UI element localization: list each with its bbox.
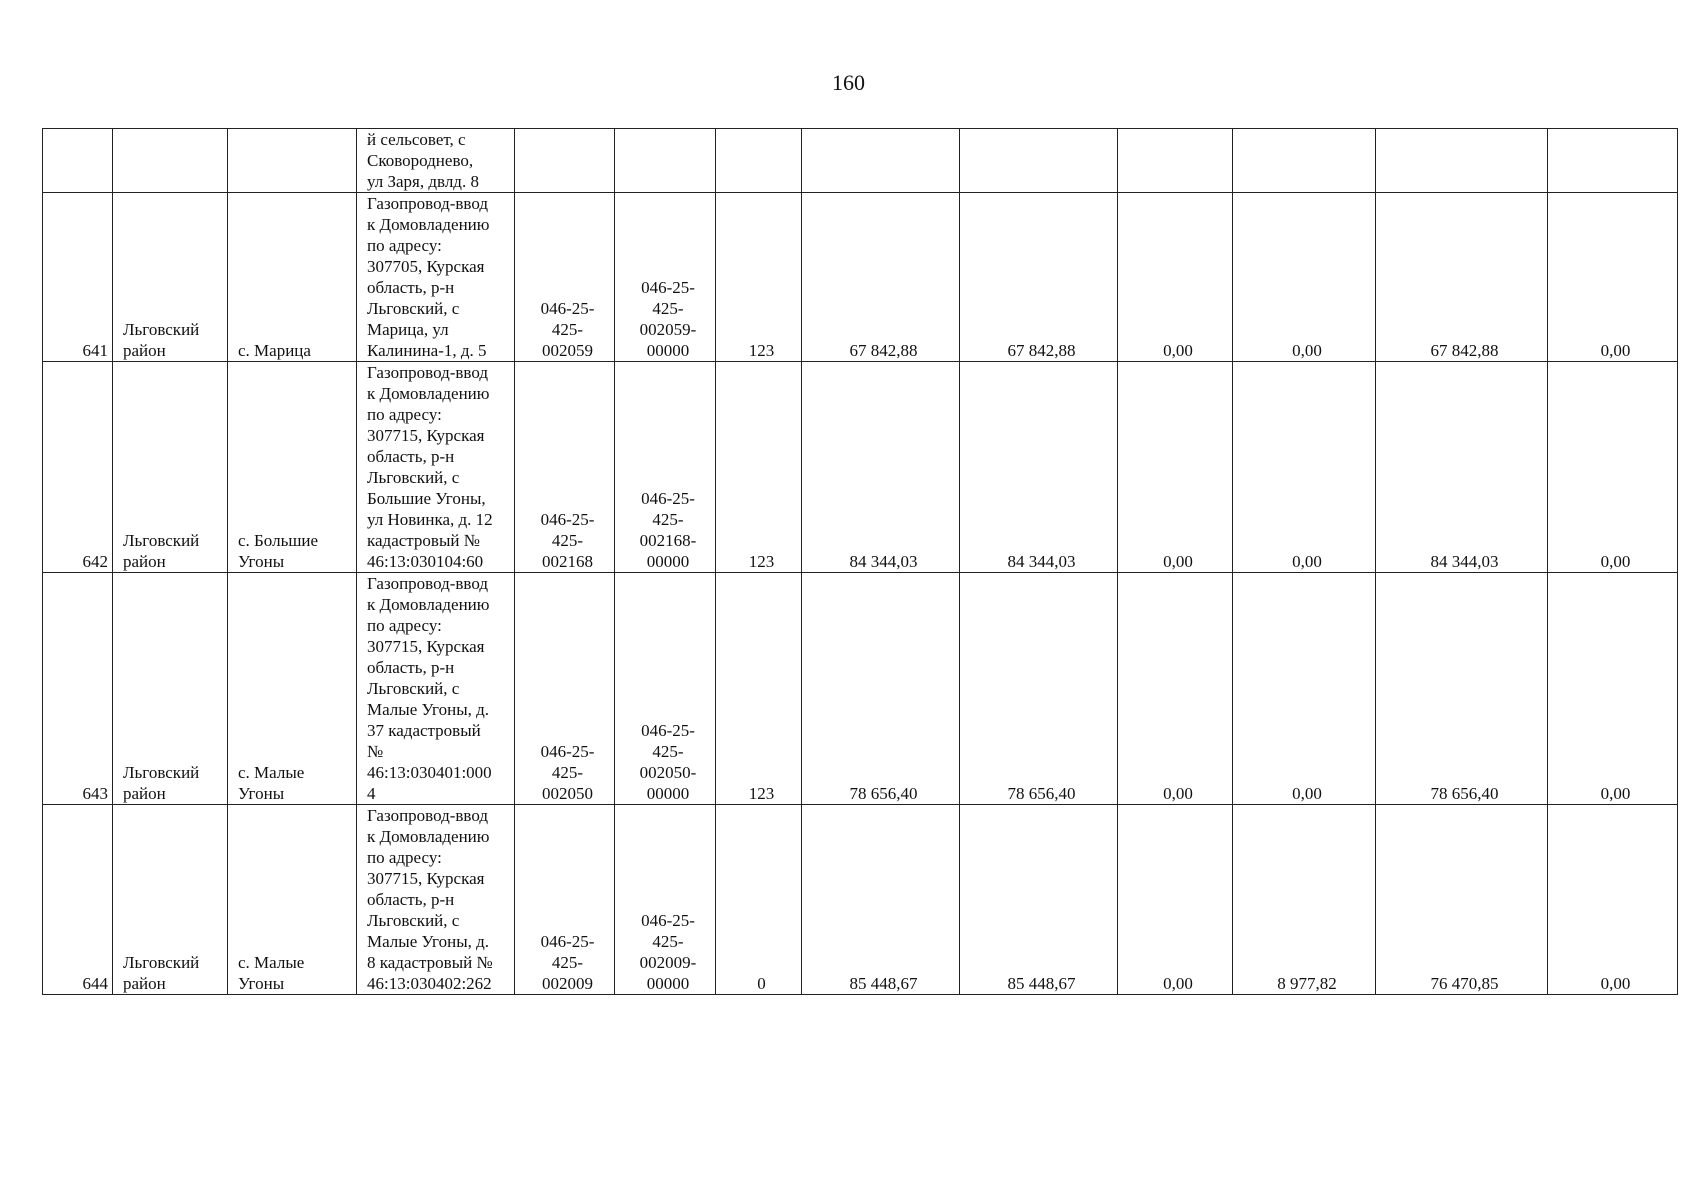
value-cell-2 [960,129,1118,193]
value-cell-1 [802,129,960,193]
registry-number-cell: 046-25- 425- 002050- 00000 [615,573,716,805]
district-cell: Льговский район [113,362,228,573]
registry-number-cell: 046-25- 425- 002009- 00000 [615,805,716,995]
table-row [43,129,1678,193]
inventory-number-cell [515,129,615,193]
object-name-cell: Газопровод-ввод к Домовладению по адресу: 307715, Курская область, р-н Льговский, с Малые Угоны, д. 8 кадастровый № 46:13:030402:262 [357,805,515,995]
row-number-cell: 643 [43,573,113,805]
value-cell-3: 0,00 [1118,805,1233,995]
inventory-number-cell: 046-25- 425- 002059 [515,193,615,362]
code-cell [716,129,802,193]
settlement-cell: с. Малые Угоны [228,805,357,995]
object-name-cell: Газопровод-ввод к Домовладению по адресу: 307705, Курская область, р-н Льговский, с Марица, ул Калинина-1, д. 5 [357,193,515,362]
code-cell: 123 [716,573,802,805]
table-row [43,805,1678,995]
row-number-cell: 642 [43,362,113,573]
inventory-number-cell: 046-25- 425- 002050 [515,573,615,805]
row-number-cell: 644 [43,805,113,995]
row-number-cell [43,129,113,193]
value-cell-4: 8 977,82 [1233,805,1376,995]
settlement-cell: с. Большие Угоны [228,362,357,573]
value-cell-1: 67 842,88 [802,193,960,362]
district-cell: Льговский район [113,193,228,362]
inventory-number-cell: 046-25- 425- 002168 [515,362,615,573]
value-cell-6 [1548,129,1678,193]
object-name-cell: Газопровод-ввод к Домовладению по адресу: 307715, Курская область, р-н Льговский, с Малые Угоны, д. 37 кадастровый № 46:13:030401:000 4 [357,573,515,805]
settlement-cell [228,129,357,193]
value-cell-6: 0,00 [1548,362,1678,573]
table-row [43,193,1678,362]
code-cell: 0 [716,805,802,995]
table-row [43,362,1678,573]
settlement-cell: с. Малые Угоны [228,573,357,805]
value-cell-1: 85 448,67 [802,805,960,995]
value-cell-5: 84 344,03 [1376,362,1548,573]
row-number-cell: 641 [43,193,113,362]
value-cell-2: 84 344,03 [960,362,1118,573]
settlement-cell: с. Марица [228,193,357,362]
value-cell-6: 0,00 [1548,193,1678,362]
object-name-cell: й сельсовет, с Сковороднево, ул Заря, двлд. 8 [357,129,515,193]
code-cell: 123 [716,193,802,362]
district-cell: Льговский район [113,573,228,805]
value-cell-5: 78 656,40 [1376,573,1548,805]
object-name-cell: Газопровод-ввод к Домовладению по адресу: 307715, Курская область, р-н Льговский, с Большие Угоны, ул Новинка, д. 12 кадастровый № 46:13:030104:60 [357,362,515,573]
value-cell-5: 76 470,85 [1376,805,1548,995]
registry-number-cell: 046-25- 425- 002059- 00000 [615,193,716,362]
value-cell-4: 0,00 [1233,573,1376,805]
value-cell-4 [1233,129,1376,193]
registry-number-cell: 046-25- 425- 002168- 00000 [615,362,716,573]
inventory-number-cell: 046-25- 425- 002009 [515,805,615,995]
value-cell-6: 0,00 [1548,805,1678,995]
value-cell-3 [1118,129,1233,193]
value-cell-1: 78 656,40 [802,573,960,805]
value-cell-2: 67 842,88 [960,193,1118,362]
value-cell-5 [1376,129,1548,193]
value-cell-4: 0,00 [1233,362,1376,573]
value-cell-1: 84 344,03 [802,362,960,573]
table-row [43,573,1678,805]
value-cell-3: 0,00 [1118,362,1233,573]
value-cell-2: 78 656,40 [960,573,1118,805]
page-number: 160 [832,70,865,95]
code-cell: 123 [716,362,802,573]
district-cell [113,129,228,193]
registry-number-cell [615,129,716,193]
district-cell: Льговский район [113,805,228,995]
value-cell-2: 85 448,67 [960,805,1118,995]
value-cell-3: 0,00 [1118,193,1233,362]
asset-registry-table [42,128,1678,995]
value-cell-3: 0,00 [1118,573,1233,805]
value-cell-4: 0,00 [1233,193,1376,362]
value-cell-6: 0,00 [1548,573,1678,805]
value-cell-5: 67 842,88 [1376,193,1548,362]
